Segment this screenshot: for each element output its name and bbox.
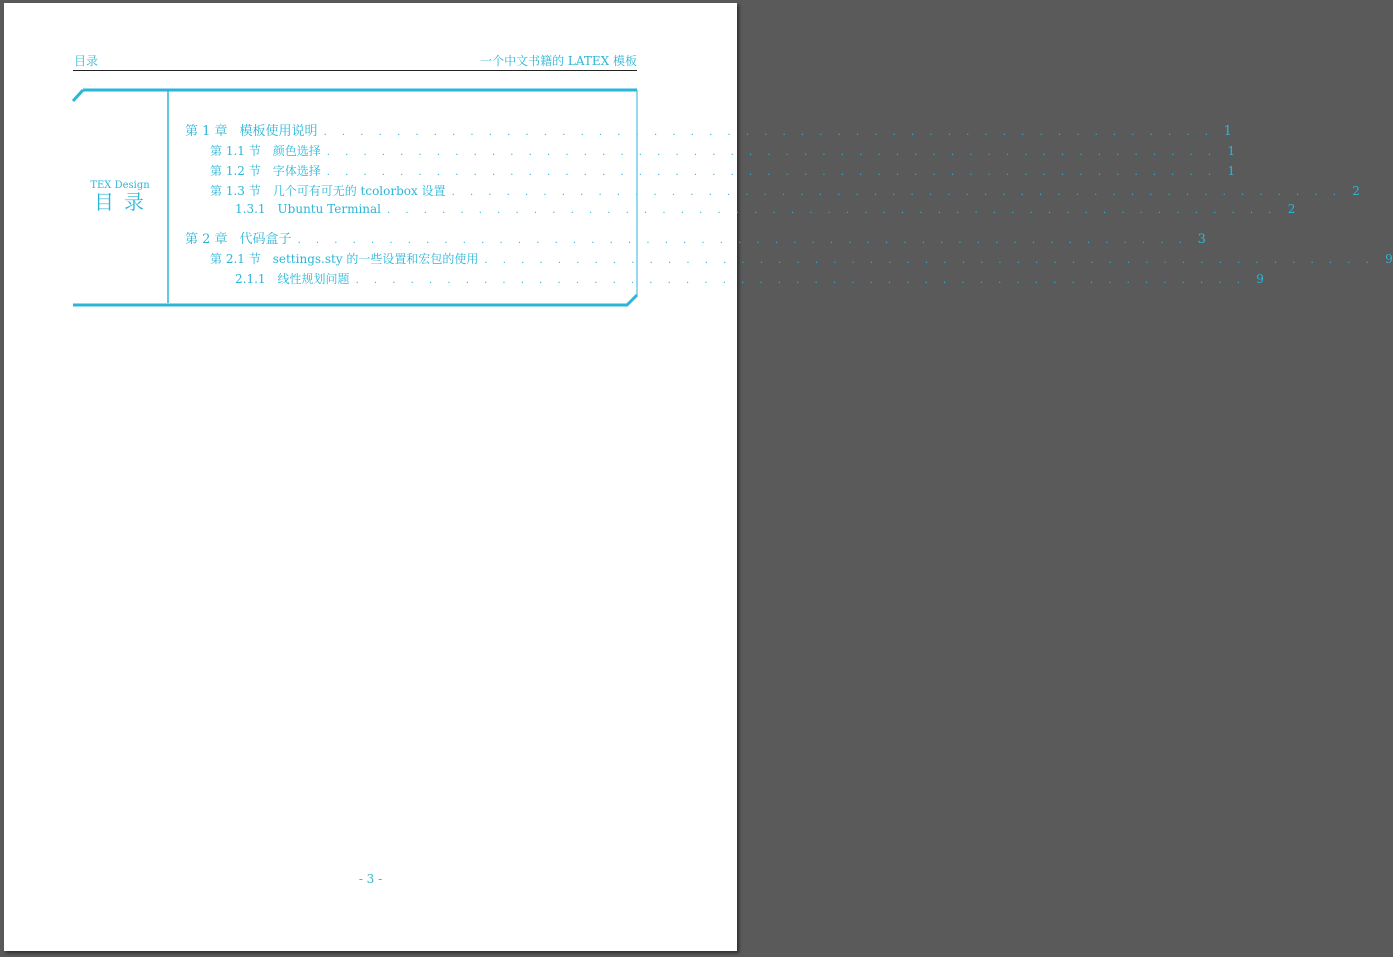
toc-entry-page: 1 (1223, 124, 1232, 139)
toc-entry-label: 2.1.1 (235, 272, 266, 286)
toc-leader-dots: . . . . . . . . . . . . . . . . . . . . . . . . . . . . . . . . . . . . . . . . . . . . . . . . . (326, 167, 1218, 178)
toc-entry-title: 颜色选择 (272, 144, 321, 158)
toc-leader-dots: . . . . . . . . . . . . . . . . . . . . . . . . . . . . . . . . . . . . . . . . . . . . . . . . . (326, 147, 1218, 158)
page-number: - 3 - (358, 872, 383, 886)
running-header-left: 目录 (74, 54, 99, 68)
toc-entry-page: 1 (1227, 144, 1236, 158)
toc-entry-title: 几个可有可无的 tcolorbox 设置 (272, 184, 446, 198)
toc-entry-label: 第 2 章 (185, 232, 228, 247)
toc-entry-page: 2 (1352, 184, 1360, 198)
toc-leader-dots: . . . . . . . . . . . . . . . . . . . . . . . . . . . . . . . . . . . . . . . . . . . . . . . . . (297, 235, 1188, 246)
toc-entry-subsection[interactable] (235, 202, 1296, 216)
toc-side-label (73, 181, 167, 213)
toc-entry-section[interactable] (210, 142, 1236, 159)
toc-entry-label: 第 1.3 节 (210, 184, 261, 198)
toc-entry-page: 2 (1287, 202, 1296, 216)
toc-entry-chapter[interactable] (185, 228, 1206, 247)
document-page (4, 3, 1393, 951)
toc-entry-page: 3 (1197, 232, 1206, 247)
toc-entry-title: settings.sty 的一些设置和宏包的使用 (272, 252, 479, 266)
toc-entry-section[interactable] (210, 250, 1393, 267)
toc-leader-dots: . . . . . . . . . . . . . . . . . . . . . . . . . . . . . . . . . . . . . . . . . . . . . . . . . (387, 205, 1278, 216)
toc-entry-label: 第 1.2 节 (210, 164, 261, 178)
toc-entry-page: 9 (1256, 272, 1264, 286)
toc-leader-dots: . . . . . . . . . . . . . . . . . . . . . . . . . . . . . . . . . . . . . . . . . . . . . . . . . (323, 127, 1214, 138)
toc-leader-dots: . . . . . . . . . . . . . . . . . . . . . . . . . . . . . . . . . . . . . . . . . . . . . . . . . (451, 187, 1342, 198)
toc-entry-label: 第 1.1 节 (210, 144, 261, 158)
toc-entry-title: Ubuntu Terminal (277, 202, 382, 216)
toc-entry-title: 字体选择 (272, 164, 321, 178)
header-rule (73, 70, 637, 71)
toc-side-small: TEX Design (90, 180, 150, 191)
toc-entry-label: 第 1 章 (185, 124, 228, 139)
toc-side-title: 目录 (94, 190, 154, 214)
toc-box (73, 89, 1393, 307)
toc-entry-page: 9 (1385, 252, 1393, 266)
toc-entry-page: 1 (1227, 164, 1236, 178)
toc-entry-label: 第 2.1 节 (210, 252, 261, 266)
toc-entry-chapter[interactable] (185, 120, 1232, 139)
toc-entry-subsection[interactable] (235, 270, 1264, 287)
toc-leader-dots: . . . . . . . . . . . . . . . . . . . . . . . . . . . . . . . . . . . . . . . . . . . . . . . . . (484, 255, 1375, 266)
running-header-right: 一个中文书籍的 LATEX 模板 (480, 54, 637, 68)
toc-entry-title: 线性规划问题 (277, 272, 350, 286)
toc-entry-section[interactable] (210, 162, 1236, 179)
toc-leader-dots: . . . . . . . . . . . . . . . . . . . . . . . . . . . . . . . . . . . . . . . . . . . . . . . . . (355, 275, 1246, 286)
toc-entry-title: 模板使用说明 (239, 124, 318, 139)
toc-entry-label: 1.3.1 (235, 202, 266, 216)
toc-entry-section[interactable] (210, 182, 1360, 199)
toc-entry-title: 代码盒子 (239, 232, 292, 247)
